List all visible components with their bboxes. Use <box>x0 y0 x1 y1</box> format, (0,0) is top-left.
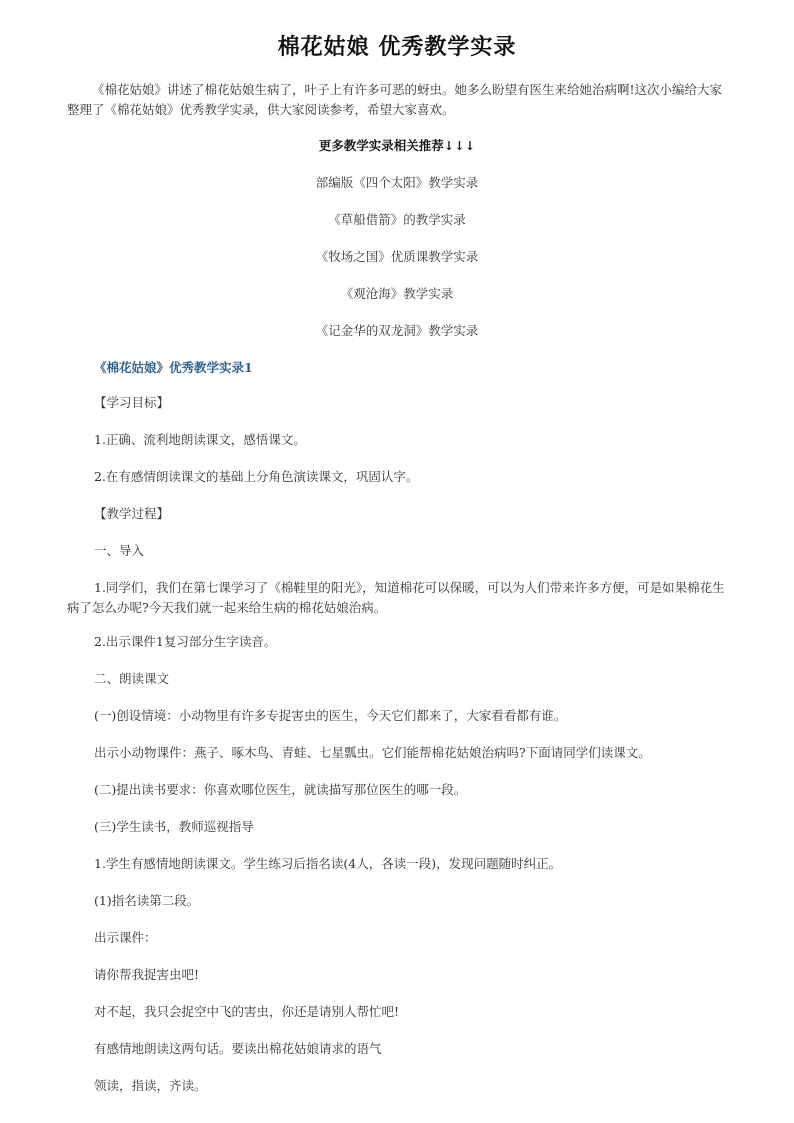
step-e: 1.学生有感情地朗读课文。学生练习后指名读(4人，各读一段)，发现问题随时纠正。 <box>94 856 562 871</box>
step-c: (二)提出读书要求：你喜欢哪位医生，就读描写那位医生的哪一段。 <box>94 782 467 797</box>
recommend-link-1[interactable]: 部编版《四个太阳》教学实录 <box>315 175 479 190</box>
recommend-link-5[interactable]: 《记金华的双龙洞》教学实录 <box>315 323 479 338</box>
recommend-link-2[interactable]: 《草船借箭》的教学实录 <box>328 212 466 227</box>
part1-heading: 一、导入 <box>94 543 145 558</box>
part1-paragraph-2: 2.出示课件1复习部分生字读音。 <box>94 634 277 649</box>
page-title: 棉花姑娘 优秀教学实录 <box>277 35 517 60</box>
quote-2: 对不起，我只会捉空中飞的害虫，你还是请别人帮忙吧! <box>94 1004 400 1019</box>
step-j: 有感情地朗读这两句话。要读出棉花姑娘请求的语气 <box>94 1041 382 1056</box>
recommend-link-4[interactable]: 《观沧海》教学实录 <box>340 286 454 301</box>
goal-item-2: 2.在有感情朗读课文的基础上分角色演读课文，巩固认字。 <box>94 469 419 484</box>
step-g: 出示课件： <box>94 930 157 945</box>
step-a: (一)创设情境：小动物里有许多专捉害虫的医生，今天它们都来了，大家看看都有谁。 <box>94 708 567 723</box>
part2-heading: 二、朗读课文 <box>94 671 170 686</box>
goals-label: 【学习目标】 <box>94 395 170 410</box>
quote-1: 请你帮我捉害虫吧! <box>94 967 200 982</box>
recommend-heading: 更多教学实录相关推荐↓↓↓ <box>318 138 476 153</box>
step-f: (1)指名读第二段。 <box>94 893 200 908</box>
step-b: 出示小动物课件：燕子、啄木鸟、青蛙、七星瓢虫。它们能帮棉花姑娘治病吗?下面请同学们读课文。 <box>94 745 651 760</box>
step-k: 领读，指读，齐读。 <box>94 1078 207 1093</box>
part1-paragraph-1: 1.同学们，我们在第七课学习了《棉鞋里的阳光》，知道棉花可以保暖，可以为人们带来许多方便，可是如果棉花生病了怎么办呢?今天我们就一起来给生病的棉花姑娘治病。 <box>67 580 725 615</box>
goal-item-1: 1.正确、流利地朗读课文，感悟课文。 <box>94 432 306 447</box>
process-label: 【教学过程】 <box>94 506 170 521</box>
section-heading: 《棉花姑娘》优秀教学实录1 <box>94 360 253 375</box>
intro-paragraph: 《棉花姑娘》讲述了棉花姑娘生病了，叶子上有许多可恶的蚜虫。她多么盼望有医生来给她治病啊!这次小编给大家整理了《棉花姑娘》优秀教学实录，供大家阅读参考，希望大家喜欢。 <box>67 82 723 117</box>
recommend-link-3[interactable]: 《牧场之国》优质课教学实录 <box>315 249 479 264</box>
step-d: (三)学生读书，教师巡视指导 <box>94 819 254 834</box>
